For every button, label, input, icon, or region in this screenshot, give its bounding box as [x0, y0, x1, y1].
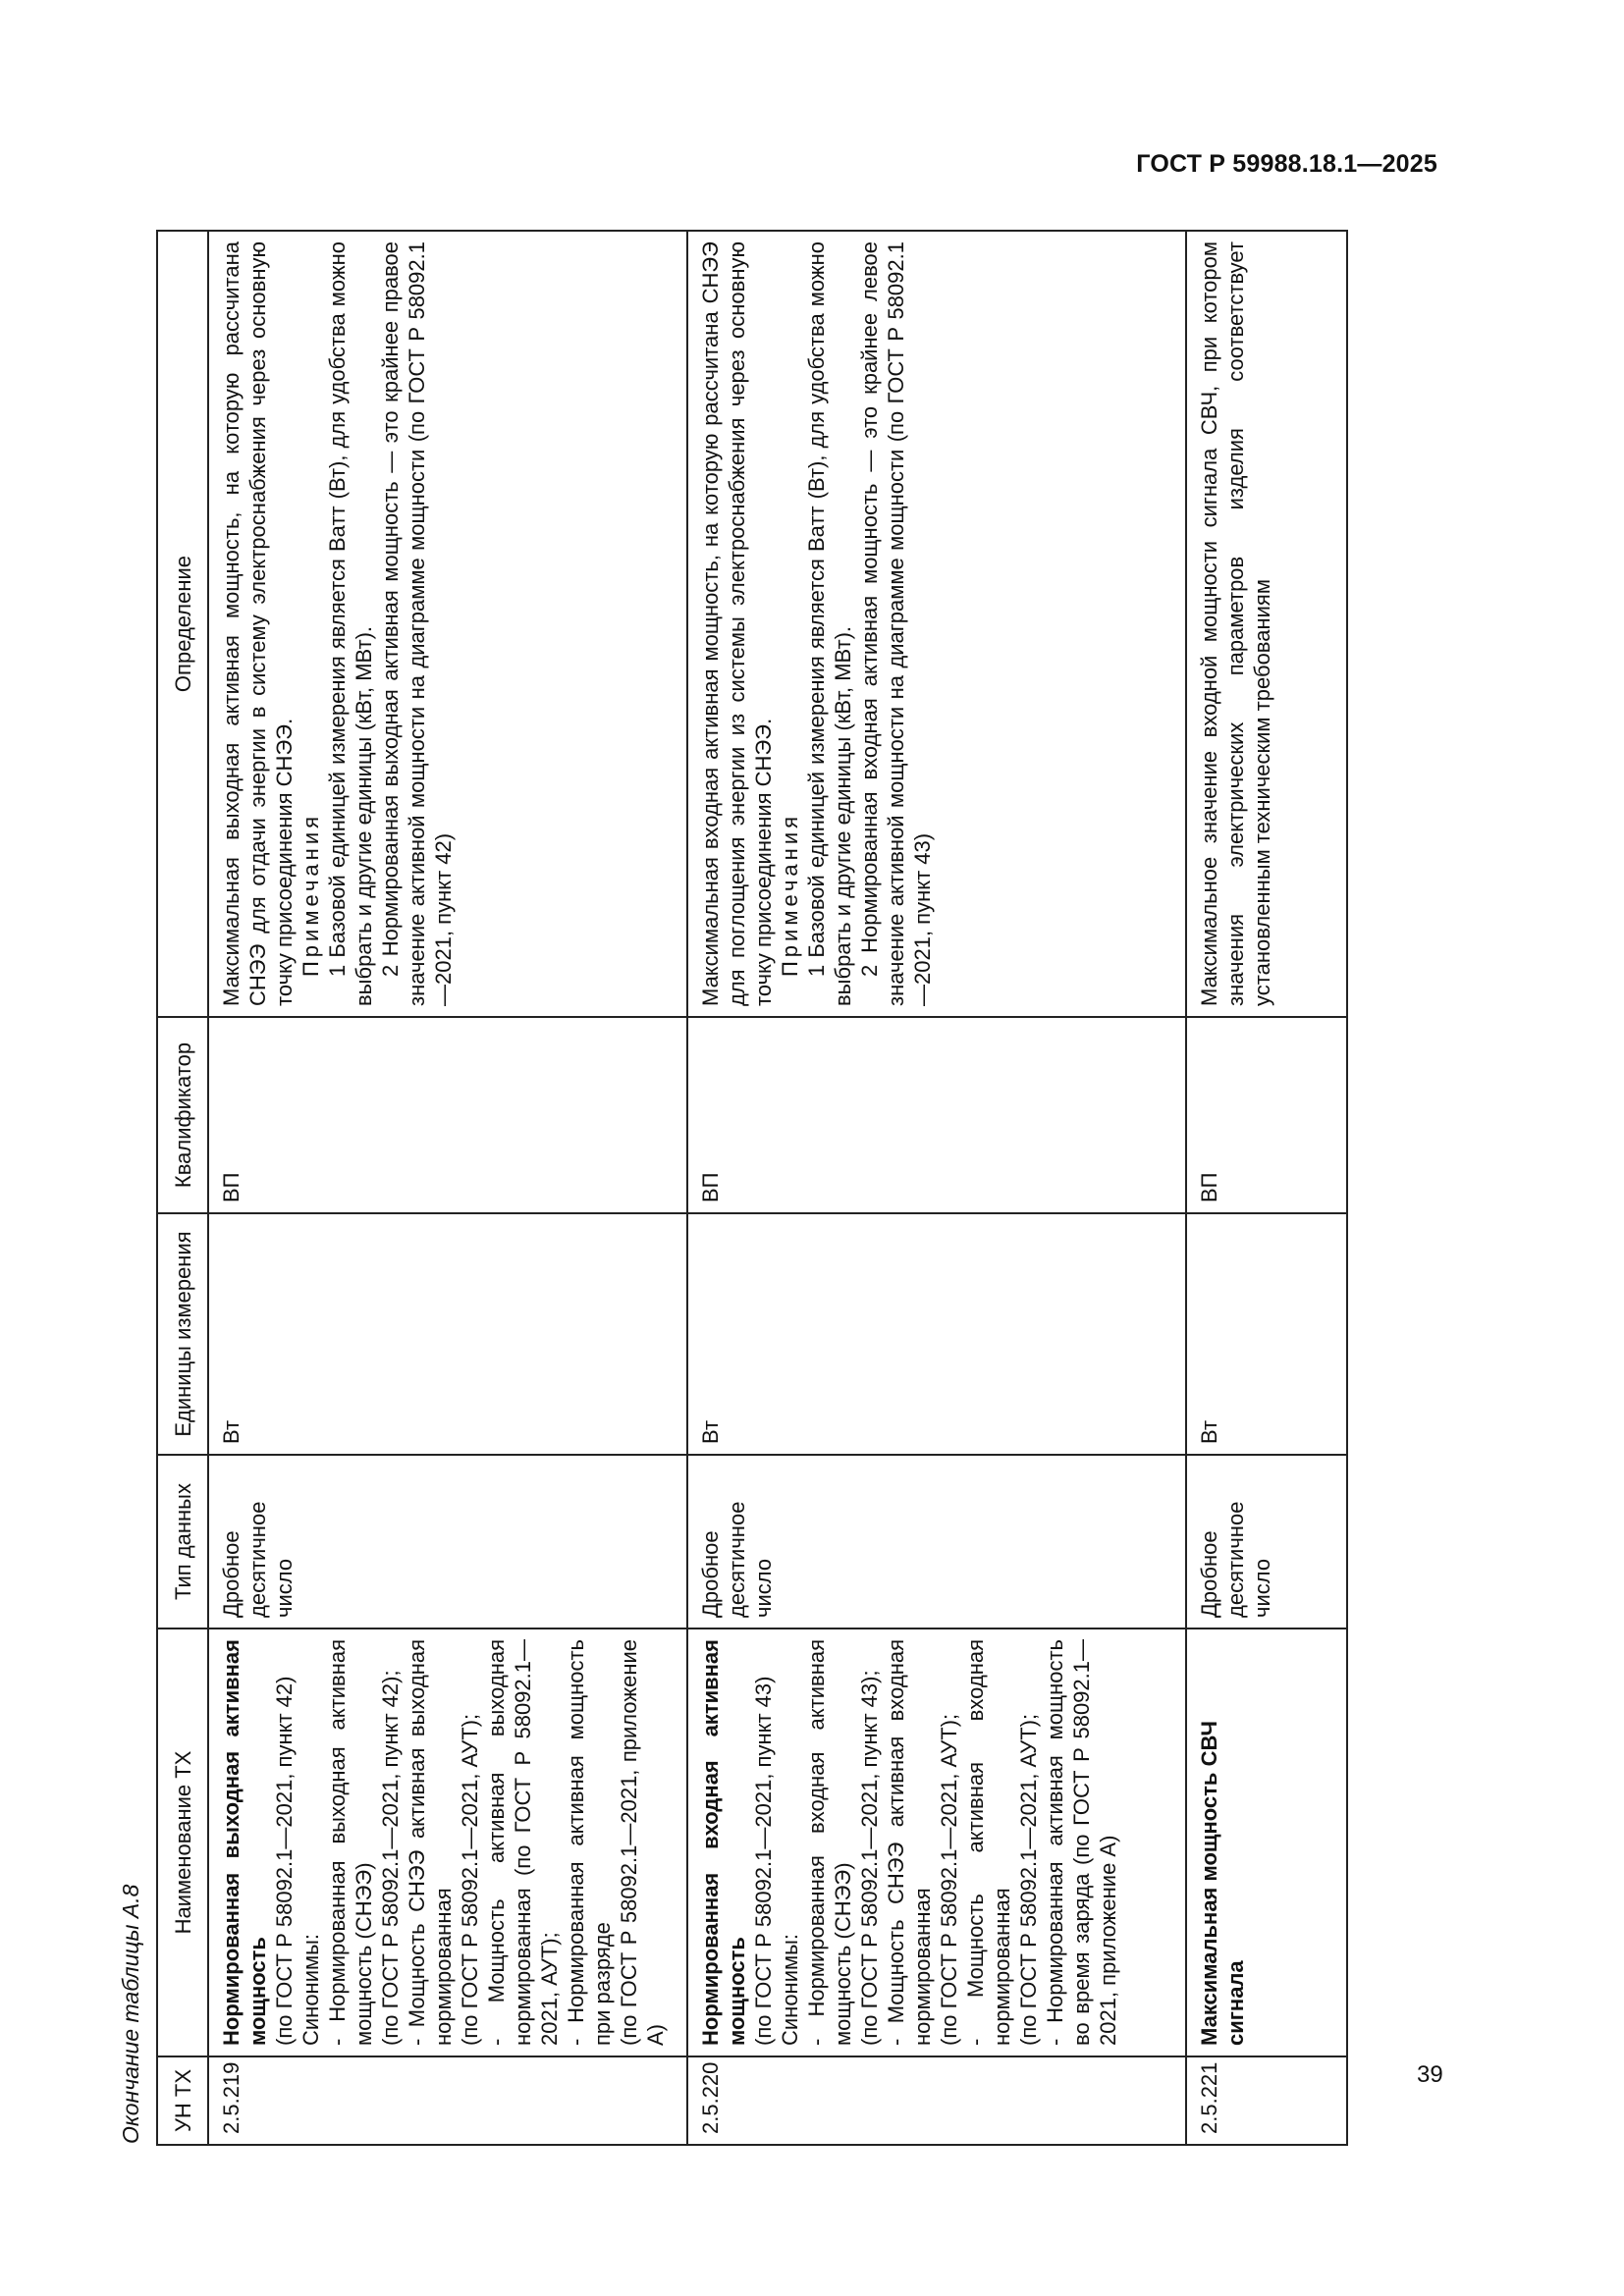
row-units: Вт — [1186, 1213, 1347, 1455]
name-bold: Максимальная мощность СВЧ сигнала — [1197, 1721, 1248, 2046]
name-line: - Нормированная входная активная мощность (СНЭЭ) — [804, 1639, 855, 2046]
name-line: (по ГОСТ Р 58092.1—2021, пункт 43) — [751, 1676, 776, 2046]
notes-title: Примечания — [298, 812, 323, 977]
column-header-name: Наименование ТХ — [157, 1629, 208, 2056]
name-line: - Мощность СНЭЭ активная входная нормированная — [884, 1639, 935, 2046]
row-name — [687, 1629, 1186, 2056]
row-definition — [687, 231, 1186, 1017]
definition-text: Максимальная входная активная мощность, на которую рассчитана СНЭЭ для поглощения энергии из системы электроснабжения через основную точку присоединения СНЭЭ. — [698, 241, 776, 1006]
name-line: - Мощность активная выходная нормированная (по ГОСТ Р 58092.1—2021, АУТ); — [484, 1639, 562, 2046]
row-qualifier: ВП — [1186, 1017, 1347, 1213]
note-item: 2 Нормированная выходная активная мощность — это крайнее правое значение активной мощности на диаграмме мощности (по ГОСТ Р 58092.1—2021, пункт 42) — [378, 241, 456, 1006]
name-bold: Нормированная выходная активная мощность — [219, 1639, 270, 2046]
row-qualifier: ВП — [208, 1017, 687, 1213]
name-line: - Мощность СНЭЭ активная выходная нормированная — [405, 1639, 456, 2046]
document-code: ГОСТ Р 59988.18.1—2025 — [1136, 150, 1437, 178]
name-bold: Нормированная входная активная мощность — [698, 1639, 749, 2046]
name-line: (по ГОСТ Р 58092.1—2021, АУТ); — [1016, 1713, 1041, 2046]
note-item: 2 Нормированная входная активная мощность — это крайнее левое значение активной мощности на диаграмме мощности (по ГОСТ Р 58092.1—2021, пункт 43) — [857, 241, 935, 1006]
name-line: - Мощность активная входная нормированная — [963, 1639, 1014, 2046]
note-item: 1 Базовой единицей измерения является Ватт (Вт), для удобства можно выбрать и другие единицы (кВт, МВт). — [325, 241, 376, 1006]
rotated-table-block — [113, 232, 1389, 2146]
row-units: Вт — [208, 1213, 687, 1455]
row-definition — [1186, 231, 1347, 1017]
row-units: Вт — [687, 1213, 1186, 1455]
column-header-data-type: Тип данных — [157, 1455, 208, 1629]
row-code: 2.5.221 — [1186, 2056, 1347, 2145]
table-row — [687, 231, 1186, 2145]
name-line: Синонимы: — [298, 1933, 323, 2046]
note-item: 1 Базовой единицей измерения является Ватт (Вт), для удобства можно выбрать и другие единицы (кВт, МВт). — [804, 241, 855, 1006]
row-data-type: Дробное десятичное число — [687, 1455, 1186, 1629]
row-qualifier: ВП — [687, 1017, 1186, 1213]
row-definition — [208, 231, 687, 1017]
row-name — [208, 1629, 687, 2056]
row-data-type: Дробное десятичное число — [208, 1455, 687, 1629]
name-line: (по ГОСТ Р 58092.1—2021, АУТ); — [937, 1713, 961, 2046]
name-line: (по ГОСТ Р 58092.1—2021, АУТ); — [458, 1713, 482, 2046]
name-line: (по ГОСТ Р 58092.1—2021, пункт 43); — [857, 1670, 882, 2046]
row-code: 2.5.220 — [687, 2056, 1186, 2145]
page-number: 39 — [1417, 2061, 1443, 2088]
definition-text: Максимальная выходная активная мощность, на которую рассчитана СНЭЭ для отдачи энергии в систему электроснабжения через основную точку присоединения СНЭЭ. — [219, 241, 297, 1006]
name-line: (по ГОСТ Р 58092.1—2021, пункт 42); — [378, 1670, 403, 2046]
name-line: - Нормированная активная мощность при разряде — [564, 1639, 615, 2046]
name-line: - Нормированная активная мощность во время заряда (по ГОСТ Р 58092.1—2021, приложение А) — [1043, 1639, 1120, 2046]
definition-text: Максимальное значение входной мощности сигнала СВЧ, при котором значения электрических параметров изделия соответствует установленным техническим требованиям — [1197, 241, 1274, 1006]
name-line: - Нормированная выходная активная мощность (СНЭЭ) — [325, 1639, 376, 2046]
name-line: Синонимы: — [778, 1933, 802, 2046]
notes-title: Примечания — [778, 812, 802, 977]
table-row — [208, 231, 687, 2145]
table-caption: Окончание таблицы А.8 — [118, 1884, 143, 2144]
column-header-code: УН ТХ — [157, 2056, 208, 2145]
table-header-row — [157, 231, 208, 2145]
row-name — [1186, 1629, 1347, 2056]
row-data-type: Дробное десятичное число — [1186, 1455, 1347, 1629]
row-code: 2.5.219 — [208, 2056, 687, 2145]
name-line: (по ГОСТ Р 58092.1—2021, пункт 42) — [272, 1676, 297, 2046]
column-header-definition: Определение — [157, 231, 208, 1017]
column-header-units: Единицы измерения — [157, 1213, 208, 1455]
table-row — [1186, 231, 1347, 2145]
name-line: (по ГОСТ Р 58092.1—2021, приложение А) — [617, 1639, 668, 2046]
column-header-qualifier: Квалификатор — [157, 1017, 208, 1213]
characteristics-table — [156, 230, 1348, 2146]
